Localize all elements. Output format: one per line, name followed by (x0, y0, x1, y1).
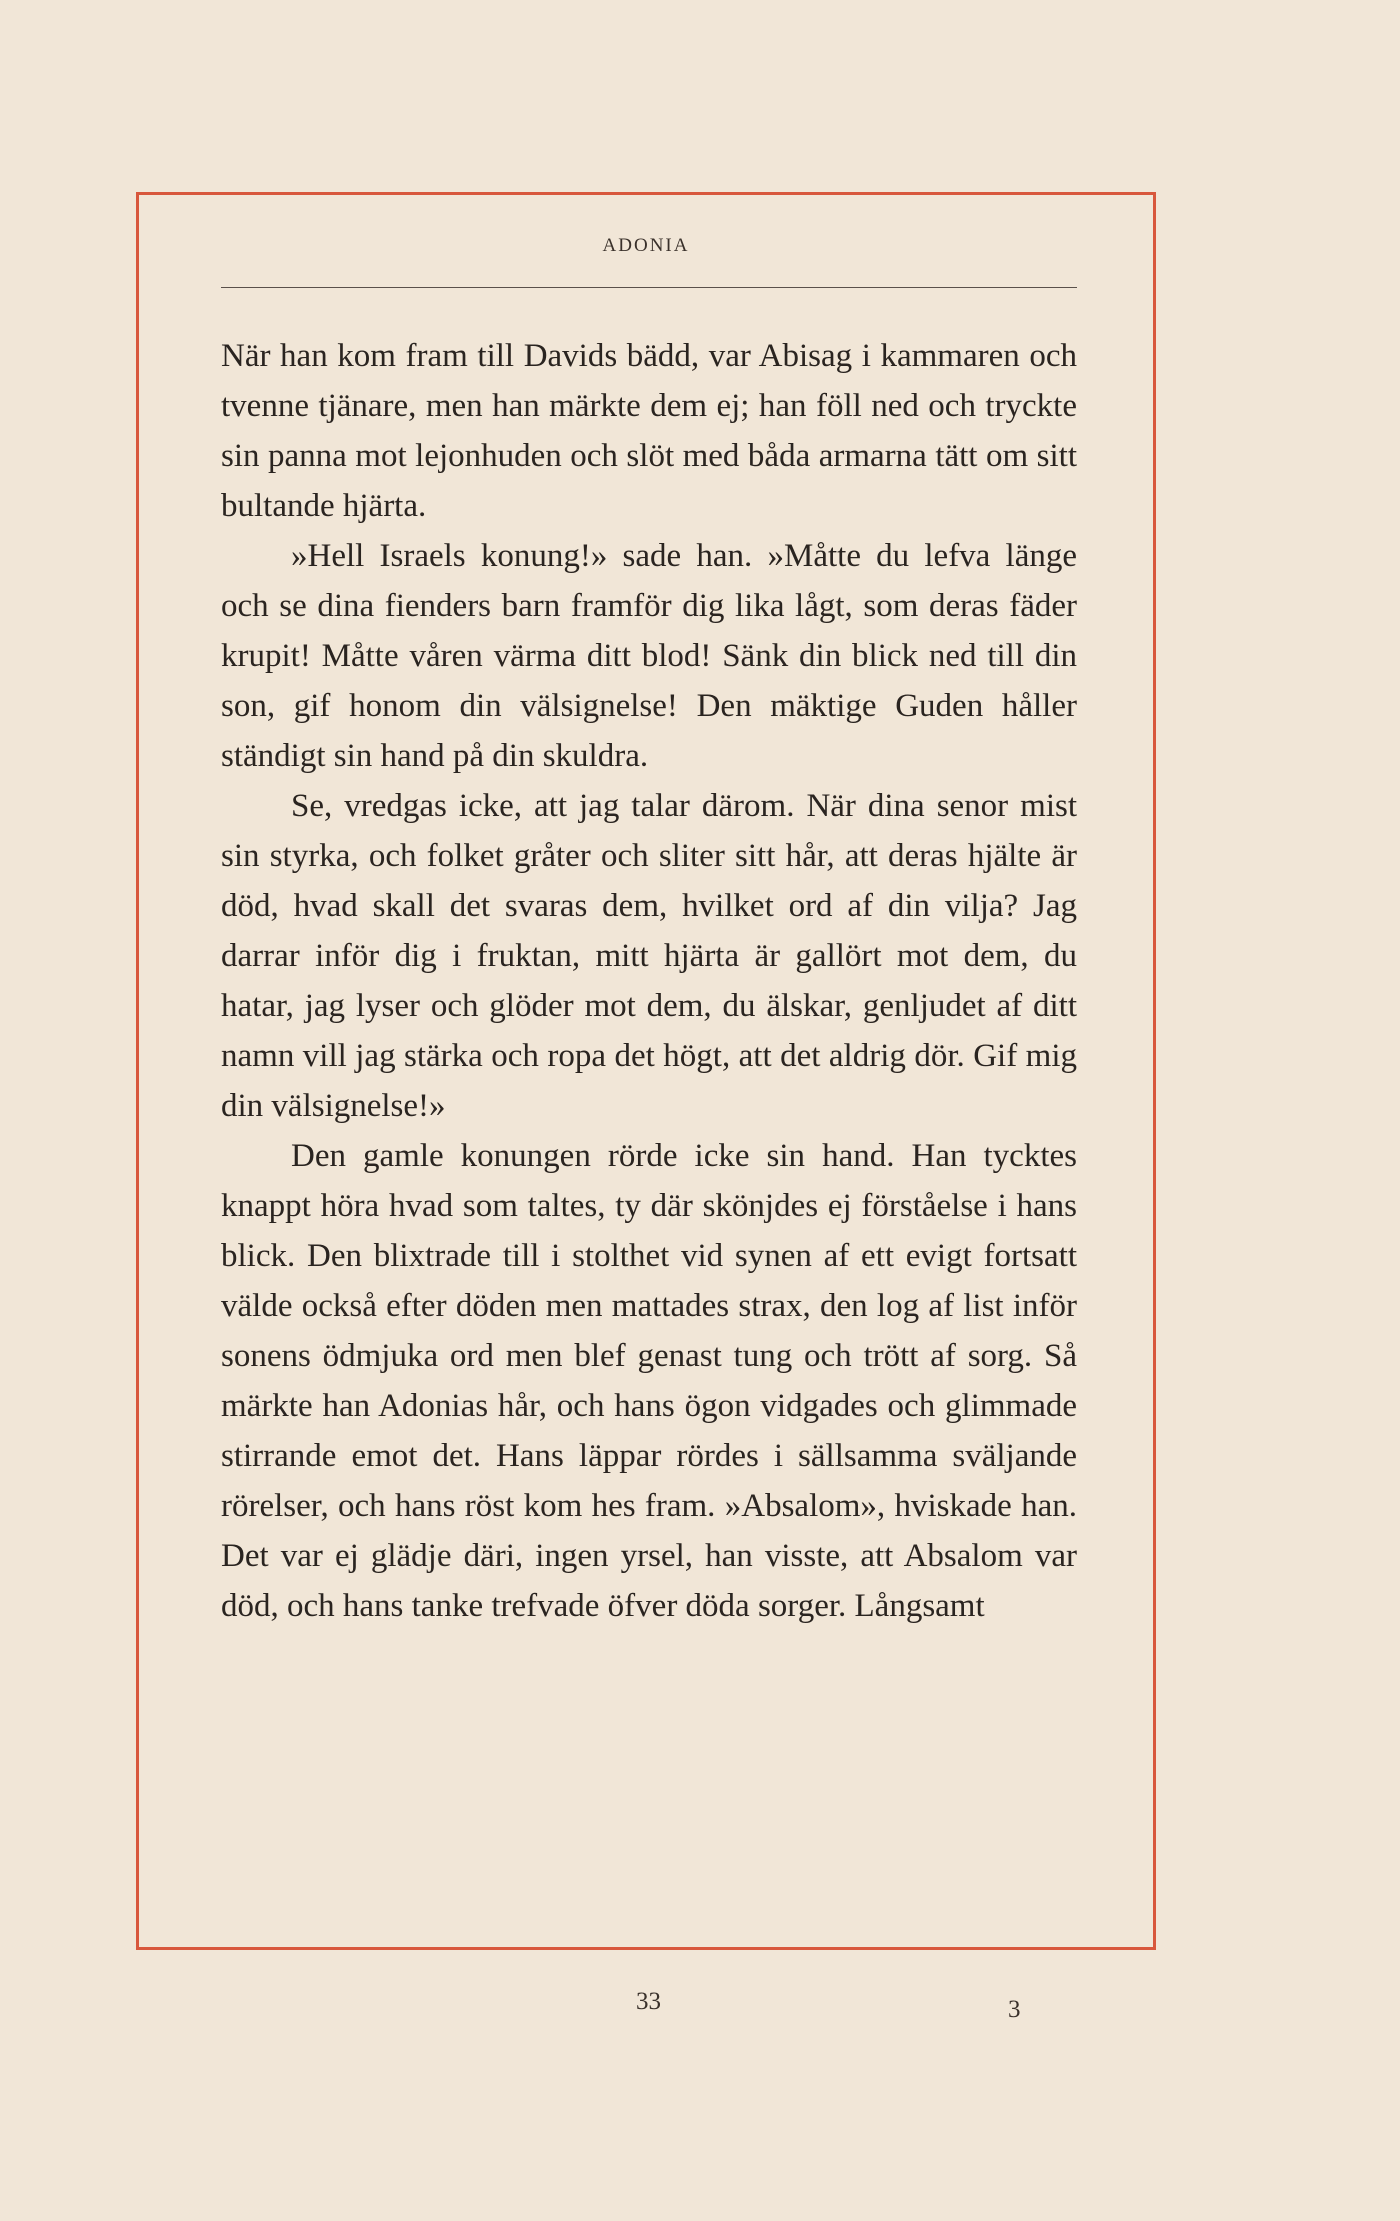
signature-mark: 3 (1008, 1996, 1021, 2023)
running-head: ADONIA (602, 235, 690, 256)
head-rule-divider (221, 287, 1077, 288)
page-frame (136, 192, 1156, 1950)
paragraph-4: Den gamle konungen rörde icke sin hand. Han tycktes knappt höra hvad som taltes, ty där skönjdes ej förståelse i hans blick. Den blixtrade till i stolthet vid synen af ett evigt fortsatt välde också efter döden men mattades strax, den log af list inför sonens ödmjuka ord men blef genast tung och trött af sorg. Så märkte han Adonias hår, och hans ögon vidgades och glimmade stirrande emot det. Hans läppar rördes i sällsamma sväljande rörelser, och hans röst kom hes fram. »Absalom», hviskade han. Det var ej glädje däri, ingen yrsel, han visste, att Absalom var död, och hans tanke trefvade öfver döda sorger. Långsamt (221, 1138, 1077, 1624)
paragraph-2: »Hell Israels konung!» sade han. »Måtte du lefva länge och se dina fienders barn framför dig lika lågt, som deras fäder krupit! Måtte våren värma ditt blod! Sänk din blick ned till din son, gif honom din välsignelse! Den mäktige Guden håller ständigt sin hand på din skuldra. (221, 538, 1077, 774)
page-number: 33 (636, 1988, 661, 2015)
paragraph-3: Se, vredgas icke, att jag talar därom. När dina senor mist sin styrka, och folket gråter och sliter sitt hår, att deras hjälte är död, hvad skall det svaras dem, hvilket ord af din vilja? Jag darrar inför dig i fruktan, mitt hjärta är gallört mot dem, du hatar, jag lyser och glöder mot dem, du älskar, genljudet af ditt namn vill jag stärka och ropa det högt, att det aldrig dör. Gif mig din välsignelse!» (221, 788, 1077, 1124)
body-text (221, 331, 1077, 1631)
paragraph-1: När han kom fram till Davids bädd, var Abisag i kammaren och tvenne tjänare, men han märkte dem ej; han föll ned och tryckte sin panna mot lejonhuden och slöt med båda armarna tätt om sitt bultande hjärta. (221, 338, 1077, 524)
